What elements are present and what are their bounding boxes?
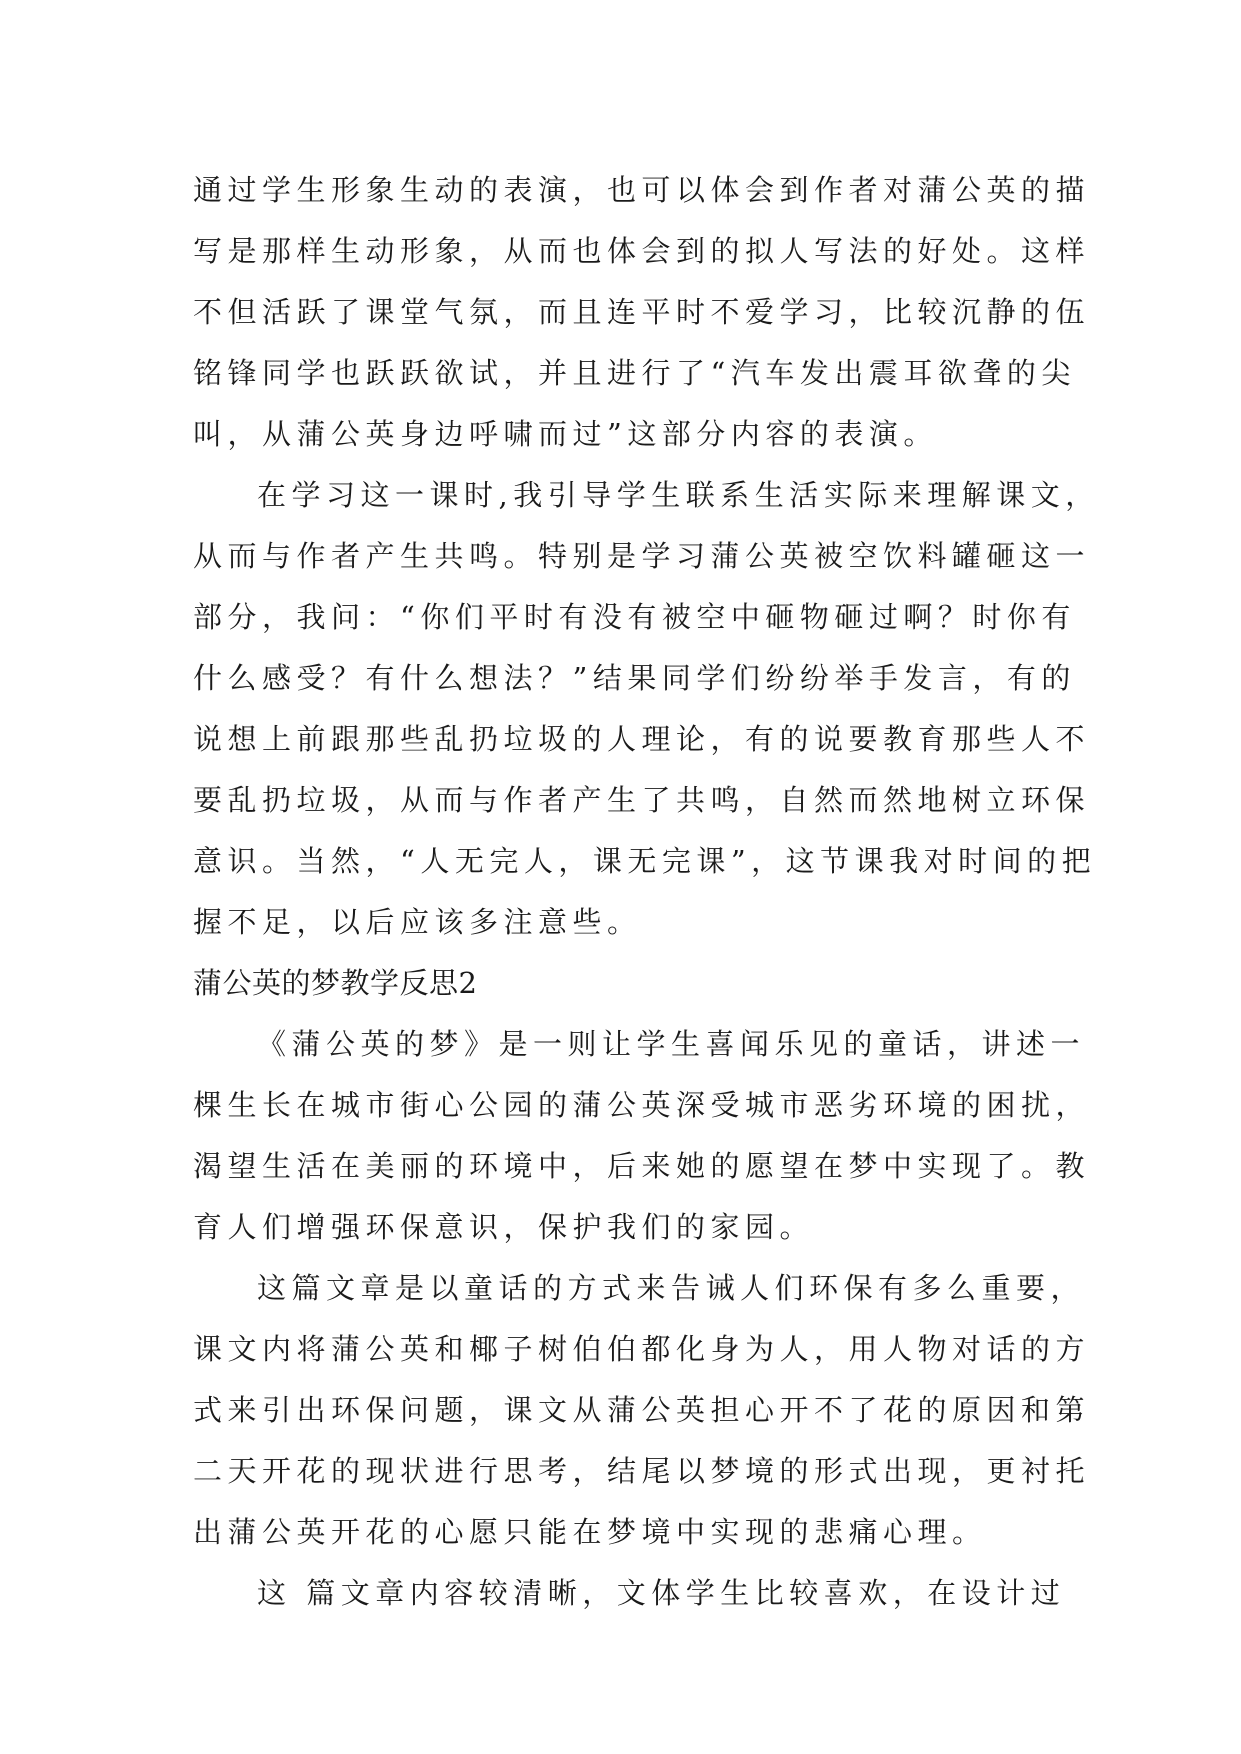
text-line: 铭锋同学也跃跃欲试，并且进行了“汽车发出震耳欲聋的尖 <box>193 356 1076 390</box>
text-line: 写是那样生动形象，从而也体会到的拟人写法的好处。这样 <box>193 234 1091 268</box>
text-line: 二天开花的现状进行思考，结尾以梦境的形式出现，更衬托 <box>193 1454 1091 1488</box>
text-line: 从而与作者产生共鸣。特别是学习蒲公英被空饮料罐砸这一 <box>193 539 1091 573</box>
section-heading: 蒲公英的梦教学反思2 <box>193 966 478 1000</box>
text-line: 棵生长在城市街心公园的蒲公英深受城市恶劣环境的困扰， <box>193 1088 1091 1122</box>
paragraph-first-line: 《蒲公英的梦》是一则让学生喜闻乐见的童话，讲述一 <box>257 1027 1086 1061</box>
text-line: 叫，从蒲公英身边呼啸而过”这部分内容的表演。 <box>193 417 938 451</box>
document-page <box>193 160 1100 1624</box>
text-line: 意识。当然，“人无完人，课无完课”，这节课我对时间的把 <box>193 844 1097 878</box>
text-line: 部分，我问：“你们平时有没有被空中砸物砸过啊？时你有 <box>193 600 1076 634</box>
text-line: 要乱扔垃圾，从而与作者产生了共鸣，自然而然地树立环保 <box>193 783 1091 817</box>
text-line: 育人们增强环保意识，保护我们的家园。 <box>193 1210 815 1244</box>
text-line: 说想上前跟那些乱扔垃圾的人理论，有的说要教育那些人不 <box>193 722 1091 756</box>
text-line: 不但活跃了课堂气氛，而且连平时不爱学习，比较沉静的伍 <box>193 295 1091 329</box>
paragraph-first-line: 在学习这一课时,我引导学生联系生活实际来理解课文， <box>257 478 1100 512</box>
text-line: 出蒲公英开花的心愿只能在梦境中实现的悲痛心理。 <box>193 1515 987 1549</box>
paragraph-first-line: 这篇文章是以童话的方式来告诫人们环保有多么重要， <box>257 1271 1086 1305</box>
text-line: 通过学生形象生动的表演，也可以体会到作者对蒲公英的描 <box>193 173 1091 207</box>
text-line: 渴望生活在美丽的环境中，后来她的愿望在梦中实现了。教 <box>193 1149 1091 1183</box>
text-line: 什么感受？有什么想法？”结果同学们纷纷举手发言，有的 <box>193 661 1076 695</box>
text-line: 握不足，以后应该多注意些。 <box>193 905 642 939</box>
text-line: 课文内将蒲公英和椰子树伯伯都化身为人，用人物对话的方 <box>193 1332 1091 1366</box>
text-line: 式来引出环保问题，课文从蒲公英担心开不了花的原因和第 <box>193 1393 1091 1427</box>
paragraph-first-line: 这 篇文章内容较清晰，文体学生比较喜欢，在设计过 <box>257 1576 1066 1610</box>
